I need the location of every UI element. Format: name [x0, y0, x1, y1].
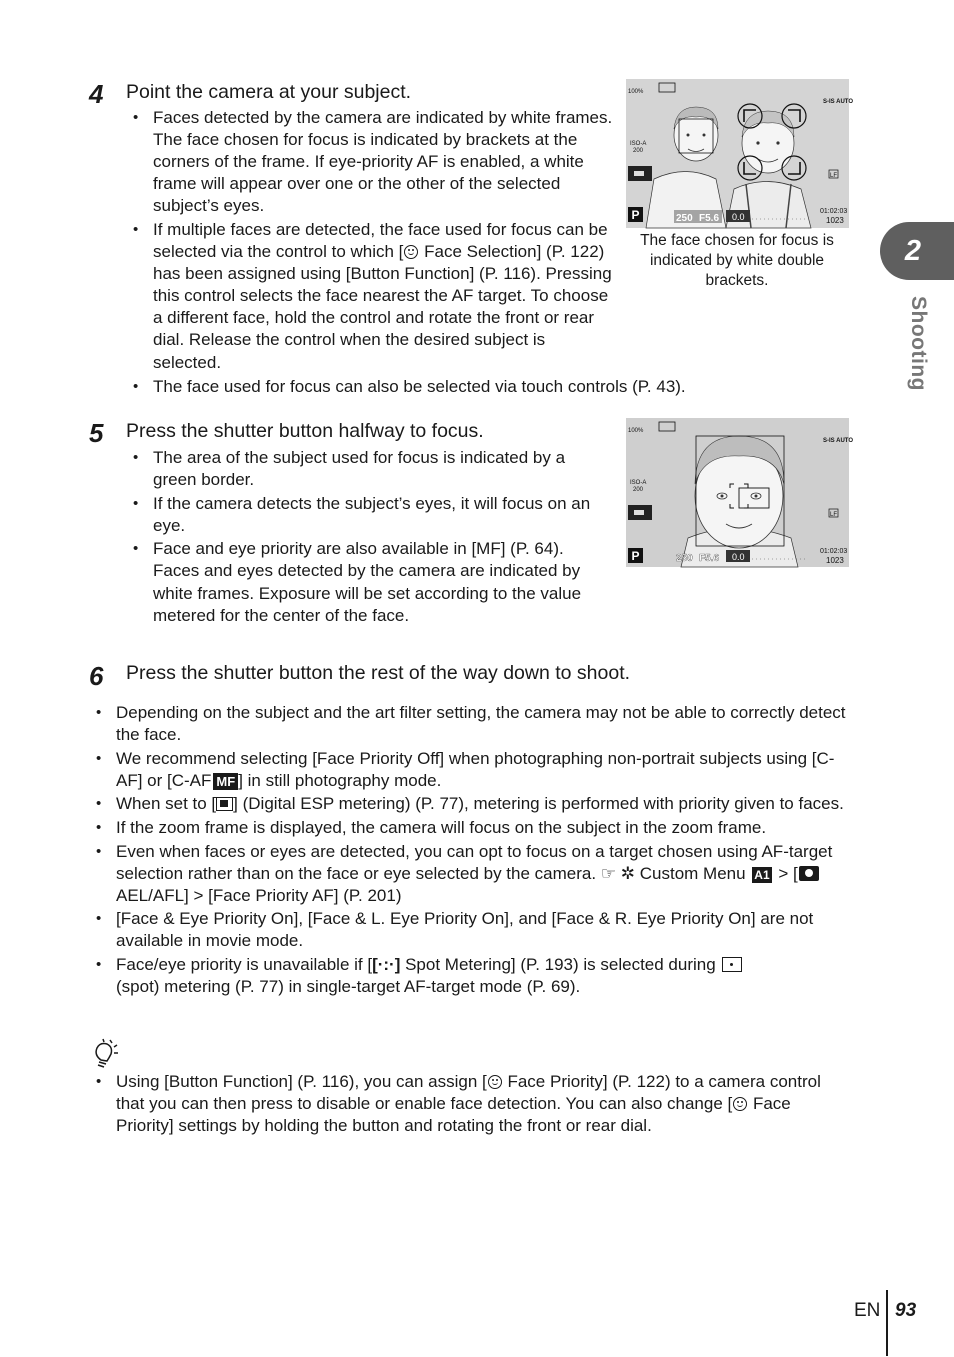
page-number: 93 [895, 1300, 917, 1321]
reference-icon: ☞ [600, 863, 617, 883]
step-5-title: Press the shutter button halfway to focus. [126, 420, 484, 442]
quality-indicator: LF [830, 173, 838, 179]
camera-screen-illustration [626, 79, 854, 228]
shutter-value: 250 [676, 553, 693, 564]
time-remaining: 01:02:03 [820, 208, 848, 215]
step-5-number: 5 [89, 418, 104, 448]
mode-indicator: P [631, 208, 640, 222]
list-item: • Face and eye priority are also available in [MF] (P. 64). Faces and eyes detected by the camera are indicated by white frames. Exposure will be set according to the value metered for the center of the face. [127, 538, 603, 626]
step-4-title: Point the camera at your subject. [126, 81, 412, 103]
battery-level: 100% [628, 89, 644, 95]
step-4-bullets [127, 107, 615, 375]
mode-indicator: P [631, 549, 640, 563]
tips-list [89, 1071, 849, 1139]
list-item: • If the camera detects the subject’s eyes, it will focus on an eye. [127, 493, 603, 537]
step-6-number: 6 [89, 661, 104, 691]
list-item: • The face used for focus can also be selected via touch controls (P. 43). [127, 376, 847, 398]
exposure-value: 0.0 [732, 212, 745, 222]
camera-icon [799, 866, 819, 881]
iso-label: ISO-A [630, 480, 647, 486]
step-4-bullet-touch [127, 376, 847, 400]
list-item: • When set to [ ] (Digital ESP metering) (P. 77), metering is performed with priority given to faces. [89, 793, 853, 815]
gear-icon: ✲ [620, 863, 636, 883]
stabilizer-indicator: S-IS AUTO [823, 438, 854, 444]
chapter-tab [880, 222, 954, 280]
list-item: • Even when faces or eyes are detected, you can opt to focus on a target chosen using AF-target selection rather than on the face or eye selected by the camera. ☞ ✲ Custom Menu A1 > [ AEL/AFL] > [Face Priority AF] (P. 201) [89, 841, 853, 907]
spot-metering-symbol: [·:·] [372, 955, 401, 975]
aperture-value: F5.6 [699, 553, 720, 564]
face-icon [733, 1097, 747, 1111]
list-item: • Faces detected by the camera are indicated by white frames. The face chosen for focus is indicated by brackets at the corners of the frame. If eye-priority AF is enabled, a white frame will appear over one or the other of the selected subject’s eyes. [127, 107, 615, 217]
camera-screen-eye-focus [626, 418, 854, 567]
list-item: • Face/eye priority is unavailable if [[·:·] Spot Metering] (P. 193) is selected during (spot) metering (P. 77) in single-target AF-target mode (P. 69). [89, 954, 853, 998]
aperture-value: F5.6 [699, 213, 720, 224]
chapter-label: Shooting [907, 296, 930, 391]
face-icon [488, 1075, 502, 1089]
camera-screen-illustration [626, 418, 854, 567]
list-item: • Using [Button Function] (P. 116), you can assign [ Face Priority] (P. 122) to a camera control that you can then press to disable or enable face detection. You can also change [ Face Priority] settings by holding the button and rotating the front or rear dial. [89, 1071, 849, 1137]
shutter-value: 250 [676, 213, 693, 224]
iso-value: 200 [633, 148, 644, 154]
list-item: • [Face & Eye Priority On], [Face & L. Eye Priority On], and [Face & R. Eye Priority On] are not available in movie mode. [89, 908, 853, 952]
footer-lang: EN [854, 1300, 881, 1321]
list-item: • The area of the subject used for focus is indicated by a green border. [127, 447, 603, 491]
iso-label: ISO-A [630, 141, 647, 147]
camera-screen-face-brackets [626, 79, 854, 228]
iso-value: 200 [633, 487, 644, 493]
list-item: • We recommend selecting [Face Priority Off] when photographing non-portrait subjects using [C-AF] or [C-AF MF ] in still photography mode. [89, 748, 853, 792]
tip-lightbulb-icon [90, 1038, 124, 1070]
spot-metering-icon [722, 957, 742, 972]
footer-divider [886, 1290, 888, 1356]
stabilizer-indicator: S-IS AUTO [823, 99, 854, 105]
custom-menu-a1-badge: A1 [754, 867, 770, 882]
mf-badge: MF [213, 773, 238, 790]
shots-remaining: 1023 [826, 216, 844, 225]
step-6-title: Press the shutter button the rest of the way down to shoot. [126, 662, 631, 684]
shots-remaining: 1023 [826, 556, 844, 565]
lightbulb-icon [90, 1038, 124, 1070]
notes-list [89, 702, 853, 1000]
image-caption: The face chosen for focus is indicated by white double brackets. [640, 232, 834, 289]
time-remaining: 01:02:03 [820, 548, 848, 555]
battery-level: 100% [628, 428, 644, 434]
list-item: • If the zoom frame is displayed, the camera will focus on the subject in the zoom frame. [89, 817, 853, 839]
list-item: • Depending on the subject and the art filter setting, the camera may not be able to correctly detect the face. [89, 702, 853, 746]
step-5-bullets [127, 447, 603, 628]
quality-indicator: LF [830, 512, 838, 518]
list-item: • If multiple faces are detected, the face used for focus can be selected via the control to which [ Face Selection] (P. 122) has been assigned using [Button Function] (P. 116). Pressing this control selects the face nearest the AF target. To choose a different face, hold the control and rotate the front or rear dial. Release the control when the desired subject is selected. [127, 219, 615, 374]
step-4-number: 4 [89, 79, 104, 109]
chapter-number: 2 [904, 235, 922, 267]
face-icon [404, 245, 418, 259]
esp-metering-icon [216, 797, 233, 811]
exposure-value: 0.0 [732, 552, 745, 562]
